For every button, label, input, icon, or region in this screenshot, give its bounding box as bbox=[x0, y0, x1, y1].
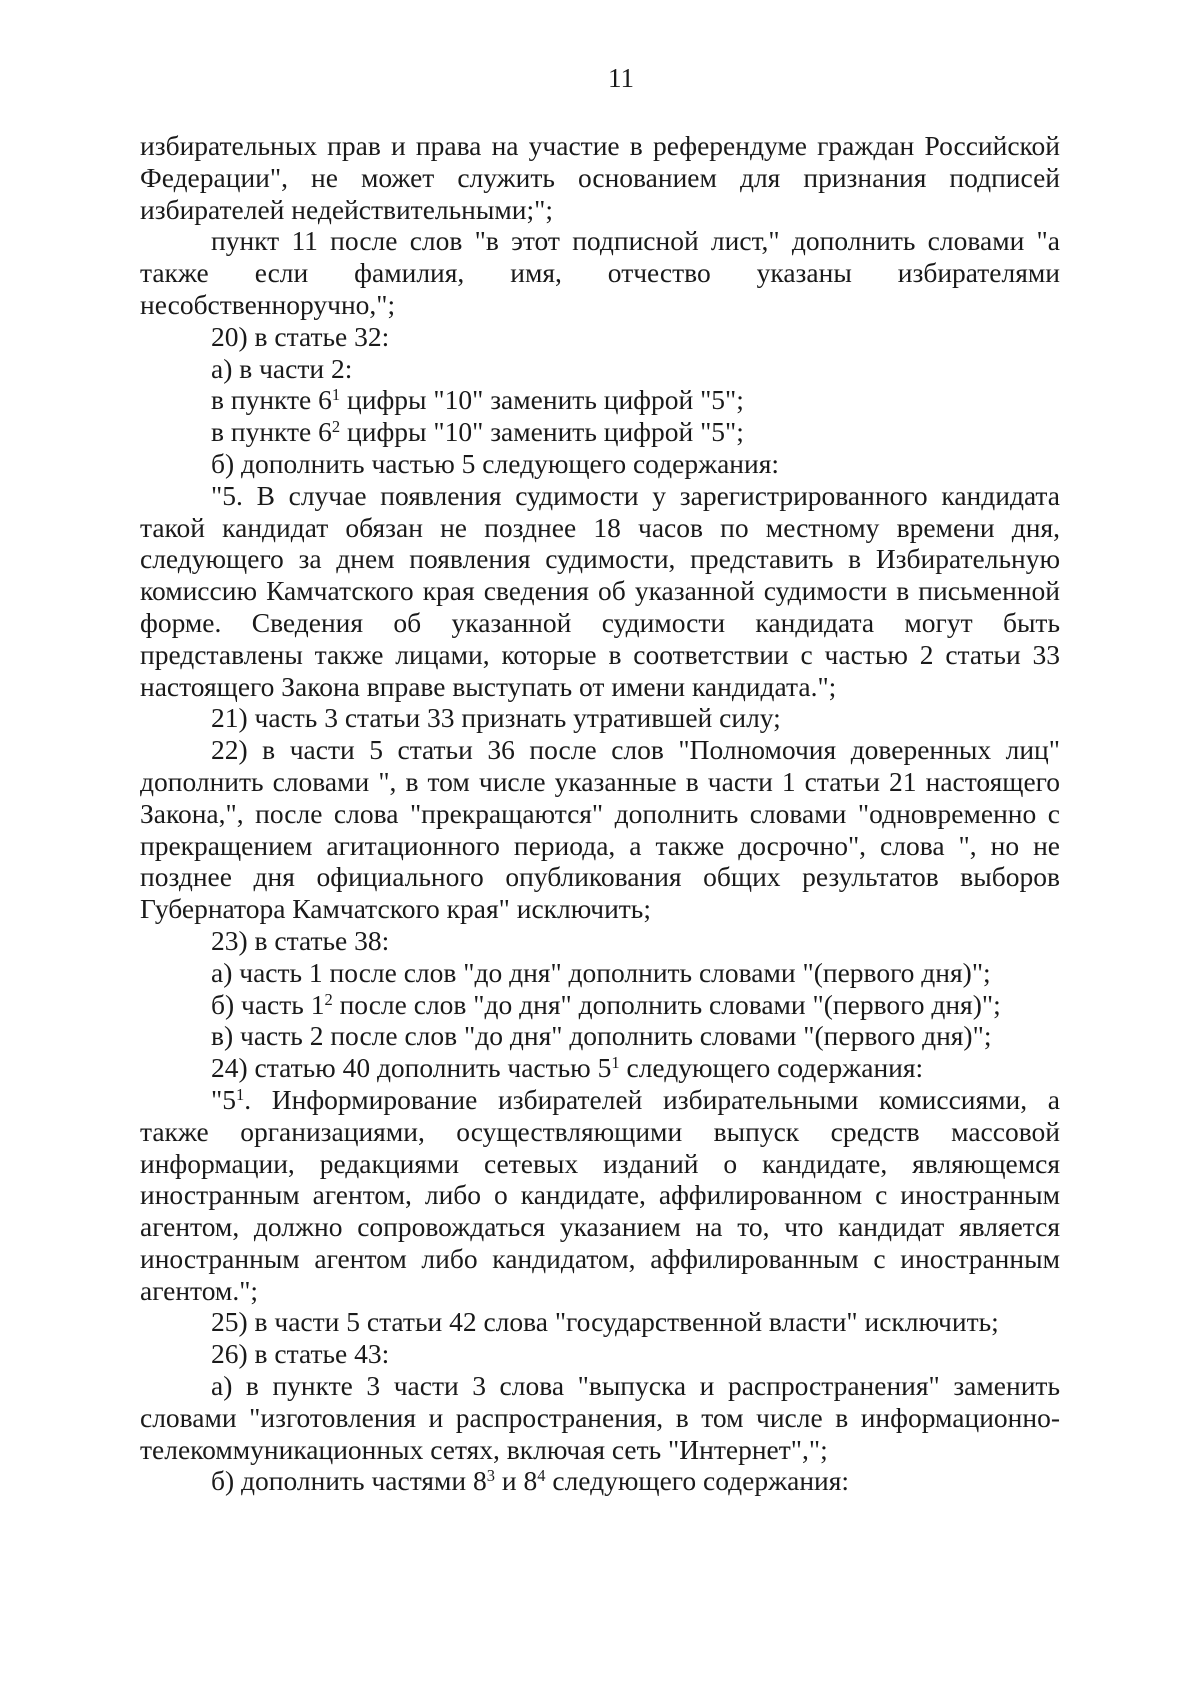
page-number: 11 bbox=[608, 63, 634, 93]
paragraph-item-20: 20) в статье 32: bbox=[211, 320, 390, 352]
paragraph-item-26: 26) в статье 43: bbox=[211, 1338, 390, 1370]
paragraph-subitem-b: б) дополнить частью 5 следующего содержания: bbox=[211, 447, 780, 479]
paragraph-continuation: избирательных прав и права на участие в референдуме граждан Российской Федерации", не может служить основанием для признания подписей избирателей недействительными;"; bbox=[140, 130, 1060, 225]
paragraph-item-23: 23) в статье 38: bbox=[211, 924, 390, 956]
paragraph-item-26-a: а) в пункте 3 части 3 слова "выпуска и распространения" заменить словами "изготовления и распространения, в том числе в информационно-телекоммуникационных сетях, включая сеть "Интернет","; bbox=[140, 1370, 1060, 1465]
paragraph-point-6-2: в пункте $6^2$ цифры "10" заменить цифрой "5"; bbox=[211, 416, 744, 448]
document-body bbox=[140, 130, 1060, 1497]
paragraph-item-23-a: а) часть 1 после слов "до дня" дополнить словами "(первого дня)"; bbox=[211, 956, 991, 988]
paragraph-item-25: 25) в части 5 статьи 42 слова "государственной власти" исключить; bbox=[211, 1306, 999, 1338]
paragraph-item-24: 24) статью 40 дополнить частью $5^1$ следующего содержания: bbox=[211, 1052, 924, 1084]
paragraph-item-11: пункт 11 после слов "в этот подписной лист," дополнить словами "а также если фамилия, имя, отчество указаны избирателями несобственноручно,"; bbox=[140, 225, 1060, 320]
paragraph-part-5-text: "5. В случае появления судимости у зарегистрированного кандидата такой кандидат обязан не позднее 18 часов по местному времени дня, следующего за днем появления судимости, представить в Избирательную комиссию Камчатского края сведения об указанной судимости в письменной форме. Сведения об указанной судимости кандидата могут быть представлены также лицами, которые в соответствии с частью 2 статьи 33 настоящего Закона вправе выступать от имени кандидата."; bbox=[140, 479, 1060, 702]
superscript: 2 bbox=[331, 417, 341, 437]
paragraph-subitem-a: а) в части 2: bbox=[211, 352, 353, 384]
superscript: 1 bbox=[331, 385, 341, 405]
superscript: 4 bbox=[537, 1466, 546, 1486]
paragraph-item-21: 21) часть 3 статьи 33 признать утратившей силу; bbox=[211, 702, 781, 734]
superscript: 2 bbox=[324, 989, 333, 1009]
superscript: 3 bbox=[486, 1466, 496, 1486]
paragraph-item-23-b: б) часть $1^2$ после слов "до дня" дополнить словами "(первого дня)"; bbox=[211, 988, 1001, 1020]
paragraph-point-6-1: в пункте $6^1$ цифры "10" заменить цифрой "5"; bbox=[211, 384, 744, 416]
paragraph-item-22: 22) в части 5 статьи 36 после слов "Полномочия доверенных лиц" дополнить словами ", в том числе указанные в части 1 статьи 21 настоящего Закона,", после слова "прекращаются" дополнить словами "одновременно с прекращением агитационного периода, а также досрочно", слова ", но не позднее дня официального опубликования общих результатов выборов Губернатора Камчатского края" исключить; bbox=[140, 734, 1060, 925]
paragraph-part-5-1-text: "$5^1$. Информирование избирателей избирательными комиссиями, а также организациями, осуществляющими выпуск средств массовой информации, редакциями сетевых изданий о кандидате, являющемся иностранным агентом, либо о кандидате, аффилированном с иностранным агентом, должно сопровождаться указанием на то, что кандидат является иностранным агентом либо кандидатом, аффилированным с иностранным агентом."; bbox=[140, 1083, 1060, 1306]
superscript: 1 bbox=[611, 1053, 620, 1073]
paragraph-item-23-v: в) часть 2 после слов "до дня" дополнить словами "(первого дня)"; bbox=[211, 1020, 992, 1052]
paragraph-item-26-b: б) дополнить частями $8^3$ и $8^4$ следующего содержания: bbox=[211, 1465, 850, 1497]
superscript: 1 bbox=[235, 1084, 245, 1104]
